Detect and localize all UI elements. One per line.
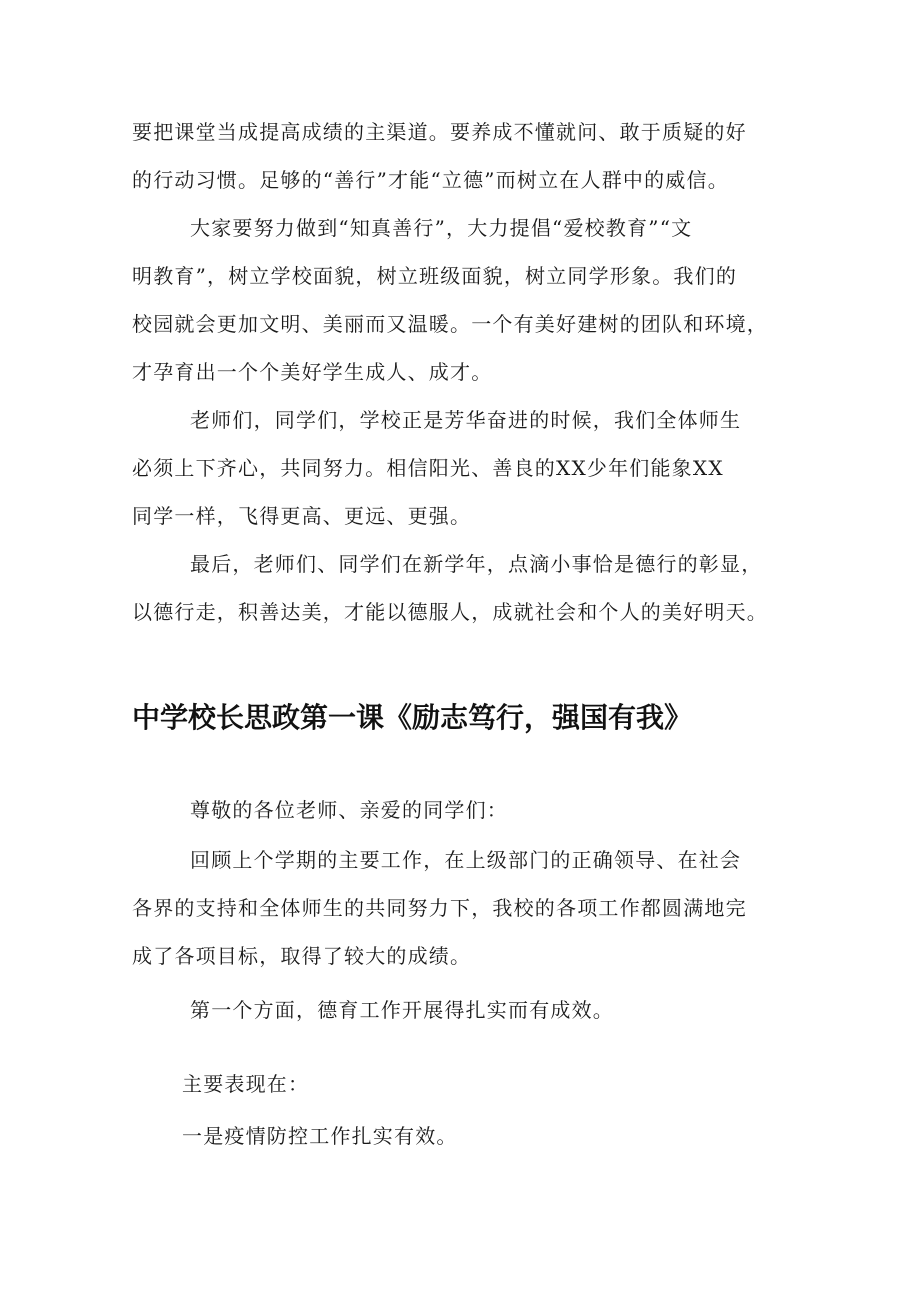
paragraph-3-line-1: 老师们，同学们，学校正是芳华奋进的时候，我们全体师生: [190, 408, 742, 432]
paragraph-4-line-1: 最后，老师们、同学们在新学年，点滴小事恰是德行的彰显，: [190, 552, 763, 576]
section-title: 中学校长思政第一课《励志笃行，强国有我》: [132, 701, 693, 734]
paragraph-2-line-1: 大家要努力做到“知真善行”，大力提倡“爱校教育”“文: [190, 216, 693, 240]
section2-paragraph-1-line-1: 回顾上个学期的主要工作，在上级部门的正确领导、在社会: [190, 848, 742, 872]
sub-heading: 主要表现在：: [182, 1072, 310, 1096]
section2-paragraph-1-line-2: 各界的支持和全体师生的共同努力下，我校的各项工作都圆满地完: [132, 896, 747, 920]
paragraph-1-line-2: 的行动习惯。足够的“善行”才能“立德”而树立在人群中的威信。: [132, 168, 729, 192]
section2-paragraph-1-line-3: 成了各项目标，取得了较大的成绩。: [132, 944, 472, 968]
paragraph-2-line-4: 才孕育出一个个美好学生成人、成才。: [132, 360, 493, 384]
paragraph-1-line-1: 要把课堂当成提高成绩的主渠道。要养成不懂就问、敢于质疑的好: [132, 120, 747, 144]
paragraph-3-line-3: 同学一样，飞得更高、更远、更强。: [132, 504, 472, 528]
list-item-1: 一是疫情防控工作扎实有效。: [182, 1124, 458, 1148]
greeting: 尊敬的各位老师、亲爱的同学们：: [190, 798, 508, 822]
paragraph-3-line-2: 必须上下齐心，共同努力。相信阳光、善良的XX少年们能象XX: [132, 456, 724, 480]
paragraph-4-line-2: 以德行走，积善达美，才能以德服人，成就社会和个人的美好明天。: [132, 600, 768, 624]
paragraph-2-line-2: 明教育”，树立学校面貌，树立班级面貌，树立同学形象。我们的: [132, 264, 738, 288]
paragraph-2-line-3: 校园就会更加文明、美丽而又温暖。一个有美好建树的团队和环境，: [132, 312, 768, 336]
section2-paragraph-2-line-1: 第一个方面，德育工作开展得扎实而有成效。: [190, 998, 614, 1022]
